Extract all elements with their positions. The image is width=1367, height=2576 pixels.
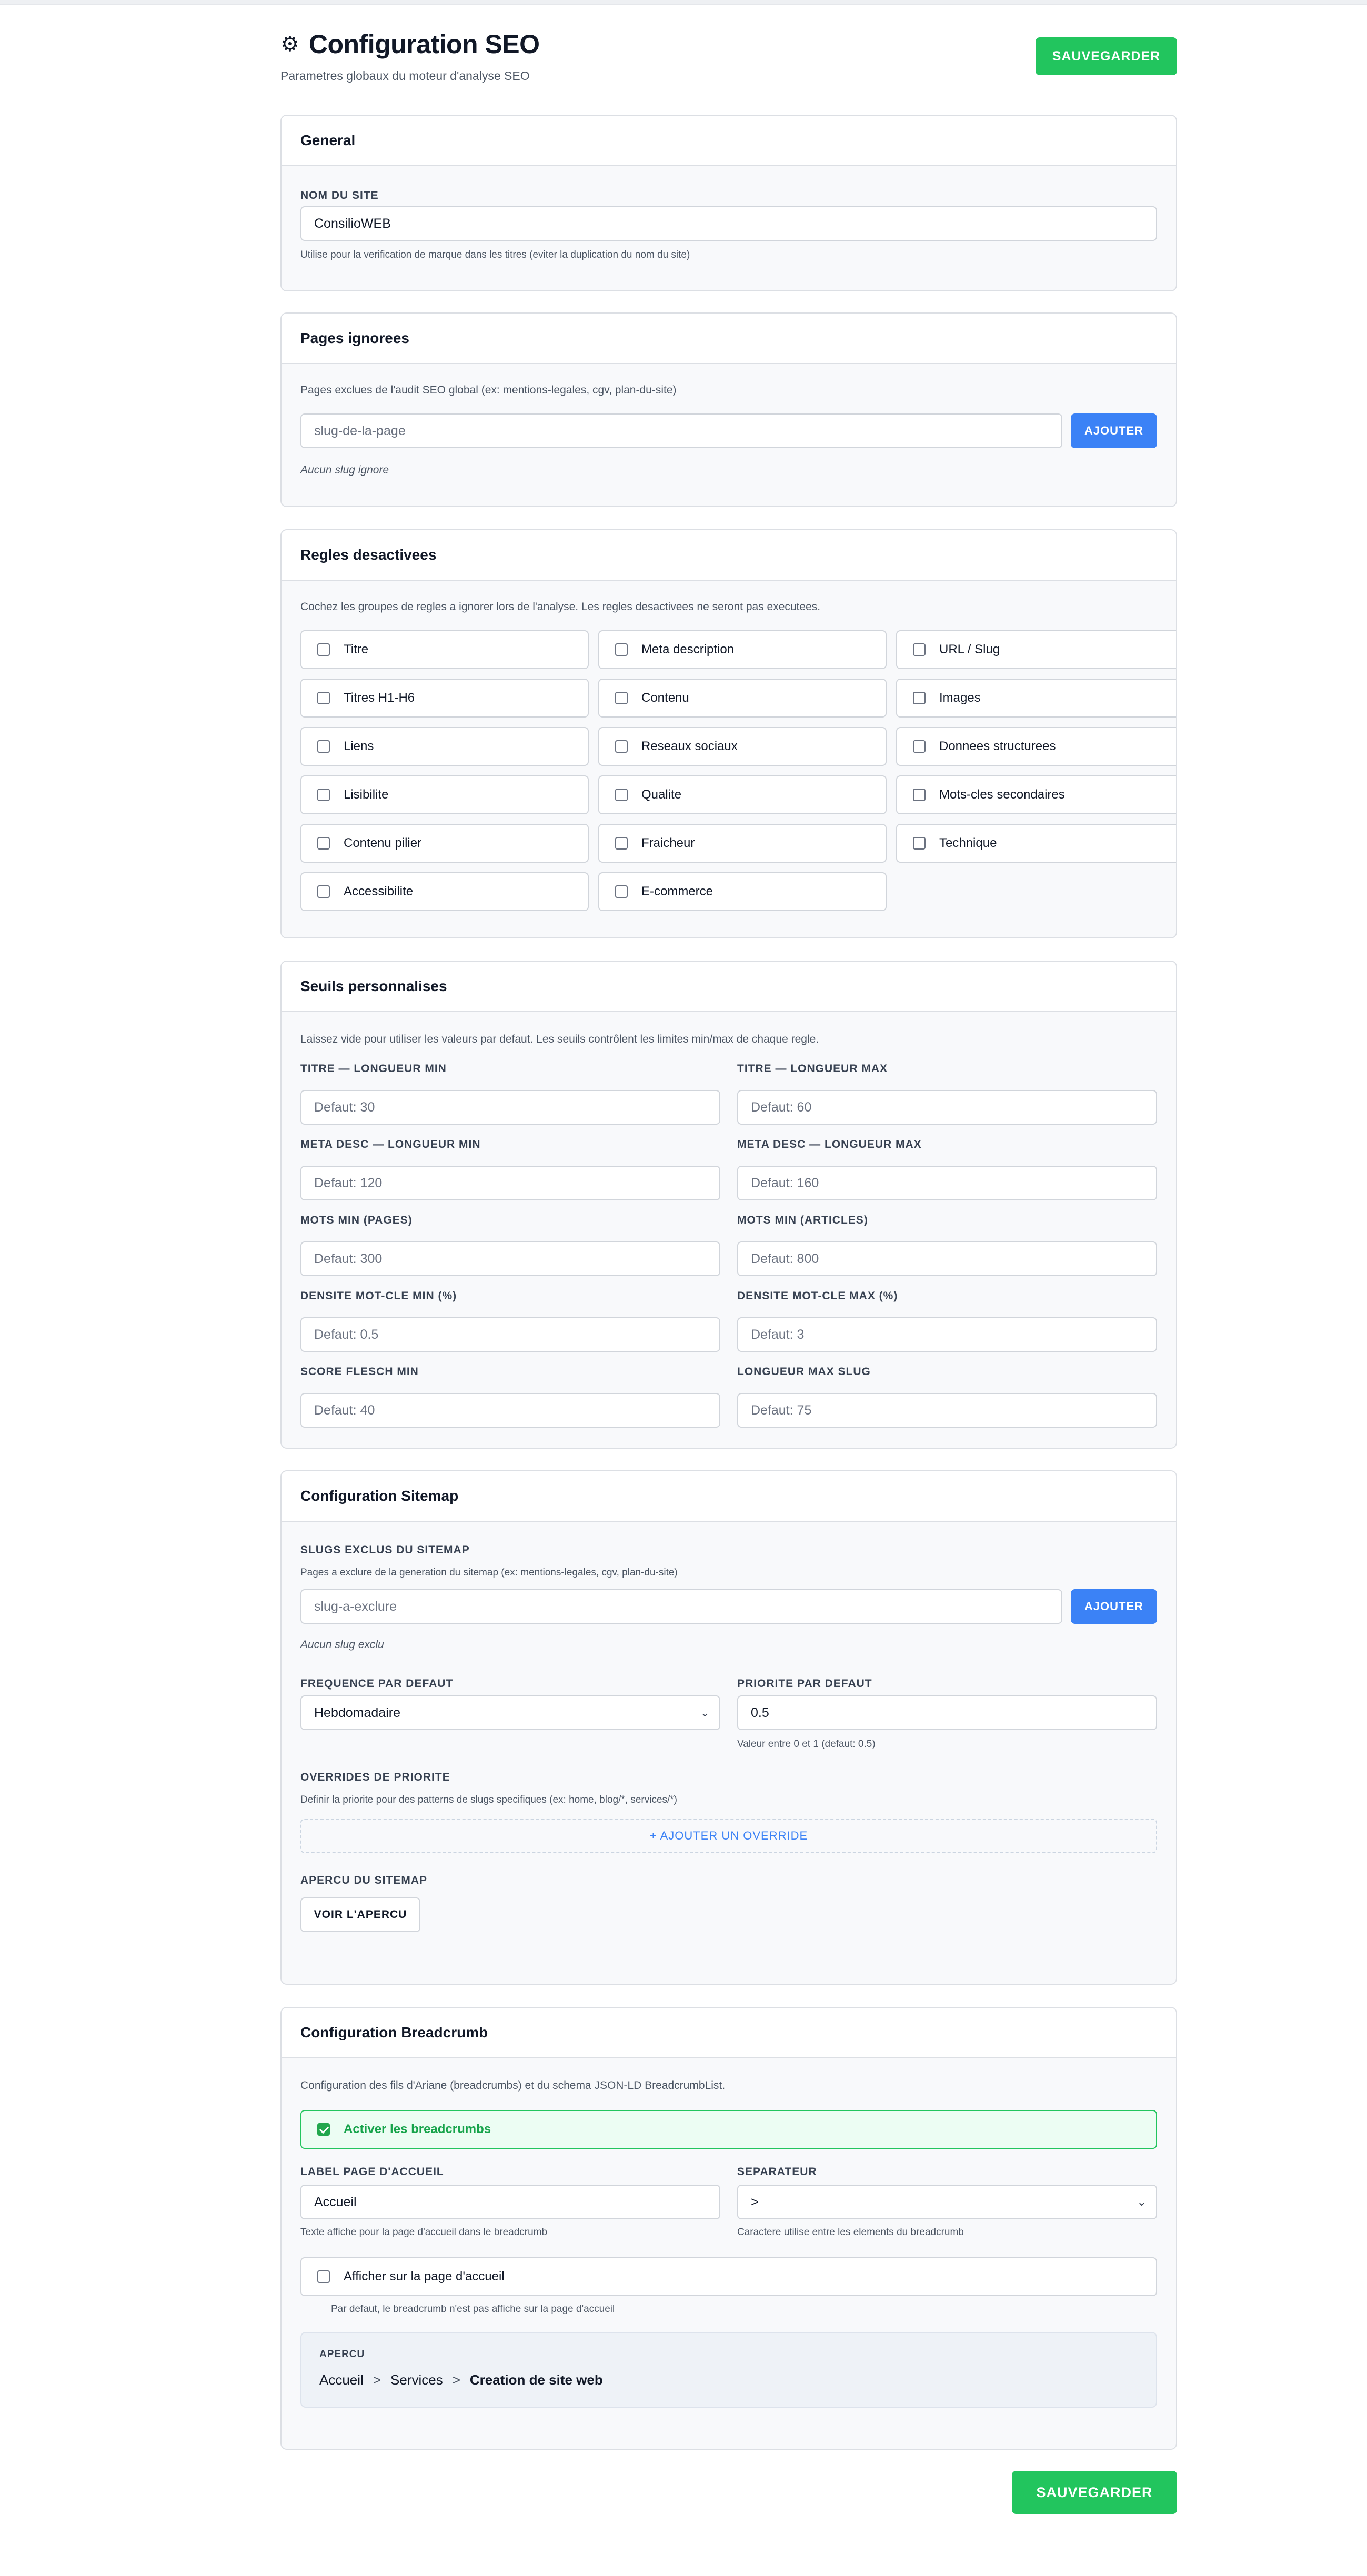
card-title: Configuration Sitemap <box>282 1471 1176 1522</box>
rule-label: E-commerce <box>641 884 713 898</box>
checkbox-icon[interactable] <box>913 692 926 704</box>
rule-checkbox-item[interactable] <box>598 824 887 863</box>
rule-label: Mots-cles secondaires <box>939 787 1065 802</box>
checkbox-icon[interactable] <box>317 2270 330 2283</box>
separator-select[interactable] <box>737 2185 1157 2219</box>
threshold-label: MOTS MIN (ARTICLES) <box>737 1214 868 1226</box>
breadcrumb-card <box>280 2007 1177 2450</box>
sitemap-card <box>280 1470 1177 1985</box>
threshold-label: TITRE — LONGUEUR MAX <box>737 1063 888 1075</box>
checkbox-icon[interactable] <box>317 885 330 898</box>
rule-label: Qualite <box>641 787 682 802</box>
threshold-input[interactable]: Defaut: 75 <box>737 1393 1157 1428</box>
priority-field <box>737 1678 1157 1750</box>
threshold-field <box>737 1139 1157 1200</box>
save-button-top[interactable]: SAUVEGARDER <box>1036 37 1177 75</box>
overrides-label: OVERRIDES DE PRIORITE <box>300 1771 450 1783</box>
separator-label: SEPARATEUR <box>737 2166 817 2178</box>
rule-checkbox-item[interactable] <box>598 679 887 718</box>
breadcrumb-preview-item: Accueil <box>319 2372 364 2388</box>
rule-label: Liens <box>344 739 374 753</box>
seo-config-page <box>280 0 1177 2500</box>
rule-checkbox-item[interactable] <box>598 775 887 814</box>
sitemap-preview-label: APERCU DU SITEMAP <box>300 1874 428 1886</box>
card-title: General <box>282 116 1176 166</box>
home-label-hint: Texte affiche pour la page d'accueil dans le breadcrumb <box>300 2227 548 2238</box>
frequency-label: FREQUENCE PAR DEFAUT <box>300 1678 454 1690</box>
rule-checkbox-item[interactable] <box>896 679 1177 718</box>
rule-checkbox-item[interactable] <box>300 679 589 718</box>
page-header <box>280 0 1177 108</box>
home-label-input[interactable]: Accueil <box>300 2185 720 2219</box>
ignored-slug-input[interactable]: slug-de-la-page <box>300 413 1062 448</box>
threshold-label: DENSITE MOT-CLE MIN (%) <box>300 1290 457 1302</box>
breadcrumb-preview-label: APERCU <box>319 2349 365 2360</box>
threshold-field <box>300 1367 720 1428</box>
rule-checkbox-item[interactable] <box>300 824 589 863</box>
threshold-label: MOTS MIN (PAGES) <box>300 1214 413 1226</box>
home-label-label: LABEL PAGE D'ACCUEIL <box>300 2166 444 2178</box>
title-row <box>280 29 540 59</box>
breadcrumb-preview-item: Creation de site web <box>469 2372 603 2388</box>
threshold-field <box>300 1139 720 1200</box>
gear-icon: ⚙ <box>280 33 299 56</box>
threshold-label: DENSITE MOT-CLE MAX (%) <box>737 1290 898 1302</box>
checkbox-icon[interactable] <box>913 789 926 801</box>
threshold-input[interactable]: Defaut: 3 <box>737 1317 1157 1352</box>
rule-label: Contenu <box>641 691 689 705</box>
breadcrumb-description: Configuration des fils d'Ariane (breadcrumbs) et du schema JSON-LD BreadcrumbList. <box>300 2079 726 2092</box>
rule-checkbox-item[interactable] <box>598 630 887 669</box>
frequency-value: Hebdomadaire <box>314 1705 400 1720</box>
separator-hint: Caractere utilise entre les elements du breadcrumb <box>737 2227 964 2238</box>
rule-label: Meta description <box>641 642 735 656</box>
rule-label: Titres H1-H6 <box>344 691 415 705</box>
checkbox-icon[interactable] <box>615 740 628 753</box>
add-excluded-slug-button[interactable]: AJOUTER <box>1071 1589 1157 1624</box>
threshold-input[interactable]: Defaut: 40 <box>300 1393 720 1428</box>
checkbox-icon[interactable] <box>615 789 628 801</box>
threshold-input[interactable]: Defaut: 30 <box>300 1090 720 1125</box>
threshold-label: META DESC — LONGUEUR MAX <box>737 1138 922 1150</box>
rule-checkbox-item[interactable] <box>896 727 1177 766</box>
rule-checkbox-item[interactable] <box>300 775 589 814</box>
checkbox-icon[interactable] <box>615 885 628 898</box>
sitemap-empty-text: Aucun slug exclu <box>300 1639 384 1651</box>
checkbox-checked-icon[interactable] <box>317 2123 330 2136</box>
priority-input[interactable]: 0.5 <box>737 1695 1157 1730</box>
card-title: Pages ignorees <box>282 314 1176 364</box>
separator-value: > <box>751 2194 759 2209</box>
threshold-label: TITRE — LONGUEUR MIN <box>300 1063 447 1075</box>
ignored-pages-card <box>280 312 1177 507</box>
breadcrumb-preview-item: Services <box>390 2372 443 2388</box>
rule-checkbox-item[interactable] <box>598 727 887 766</box>
enable-breadcrumbs-toggle[interactable] <box>300 2110 1157 2149</box>
rule-label: Donnees structurees <box>939 739 1056 753</box>
rule-label: Lisibilite <box>344 787 389 802</box>
card-title: Configuration Breadcrumb <box>282 2008 1176 2058</box>
threshold-field <box>737 1291 1157 1352</box>
ignored-pages-description: Pages exclues de l'audit SEO global (ex: mentions-legales, cgv, plan-du-site) <box>300 384 677 396</box>
overrides-hint: Definir la priorite pour des patterns de slugs specifiques (ex: home, blog/*, services/*) <box>300 1794 678 1805</box>
view-preview-button[interactable]: VOIR L'APERCU <box>300 1897 420 1932</box>
threshold-input[interactable]: Defaut: 120 <box>300 1166 720 1200</box>
site-name-hint: Utilise pour la verification de marque dans les titres (eviter la duplication du nom du site) <box>300 249 690 260</box>
show-home-toggle[interactable] <box>300 2257 1157 2296</box>
sitemap-excluded-label: SLUGS EXCLUS DU SITEMAP <box>300 1544 470 1556</box>
threshold-field <box>737 1367 1157 1428</box>
rule-checkbox-item[interactable] <box>896 824 1177 863</box>
breadcrumb-separator: > <box>452 2372 460 2388</box>
sitemap-excluded-hint: Pages a exclure de la generation du sitemap (ex: mentions-legales, cgv, plan-du-site) <box>300 1567 678 1578</box>
page-title: Configuration SEO <box>308 29 540 59</box>
rule-checkbox-item[interactable] <box>300 872 589 911</box>
threshold-input[interactable]: Defaut: 300 <box>300 1241 720 1276</box>
rule-checkbox-item[interactable] <box>300 727 589 766</box>
breadcrumb-separator: > <box>373 2372 381 2388</box>
card-title: Regles desactivees <box>282 530 1176 581</box>
rule-checkbox-item[interactable] <box>598 872 887 911</box>
threshold-field <box>737 1215 1157 1276</box>
rule-label: Contenu pilier <box>344 836 422 850</box>
priority-hint: Valeur entre 0 et 1 (defaut: 0.5) <box>737 1739 876 1750</box>
checkbox-icon[interactable] <box>615 837 628 850</box>
thresholds-grid <box>300 1064 1157 1428</box>
rule-label: Reseaux sociaux <box>641 739 738 753</box>
chevron-down-icon: ⌄ <box>700 1706 710 1719</box>
threshold-input[interactable]: Defaut: 60 <box>737 1090 1157 1125</box>
threshold-field <box>300 1291 720 1352</box>
site-name-input[interactable]: ConsilioWEB <box>300 206 1157 241</box>
checkbox-icon[interactable] <box>913 837 926 850</box>
checkbox-icon[interactable] <box>317 692 330 704</box>
separator-field <box>737 2166 1157 2238</box>
disabled-rules-description: Cochez les groupes de regles a ignorer lors de l'analyse. Les regles desactivees ne seront pas executees. <box>300 601 821 613</box>
rule-label: Titre <box>344 642 369 656</box>
general-card <box>280 115 1177 291</box>
ignored-empty-text: Aucun slug ignore <box>300 464 389 476</box>
threshold-input[interactable]: Defaut: 800 <box>737 1241 1157 1276</box>
rule-label: Accessibilite <box>344 884 414 898</box>
threshold-input[interactable]: Defaut: 0.5 <box>300 1317 720 1352</box>
frequency-select[interactable] <box>300 1695 720 1730</box>
rule-label: URL / Slug <box>939 642 1000 656</box>
rule-label: Images <box>939 691 981 705</box>
home-label-field <box>300 2166 720 2238</box>
chevron-down-icon: ⌄ <box>1137 2195 1147 2208</box>
rule-label: Technique <box>939 836 997 850</box>
priority-label: PRIORITE PAR DEFAUT <box>737 1678 872 1690</box>
thresholds-card <box>280 961 1177 1449</box>
threshold-label: SCORE FLESCH MIN <box>300 1366 419 1378</box>
threshold-input[interactable]: Defaut: 160 <box>737 1166 1157 1200</box>
checkbox-icon[interactable] <box>615 643 628 656</box>
breadcrumb-preview <box>300 2332 1157 2408</box>
thresholds-description: Laissez vide pour utiliser les valeurs par defaut. Les seuils contrôlent les limites min/max de chaque regle. <box>300 1033 819 1045</box>
rule-checkbox-item[interactable] <box>896 630 1177 669</box>
sitemap-excluded-input[interactable]: slug-a-exclure <box>300 1589 1062 1624</box>
rules-grid <box>300 630 1157 911</box>
threshold-label: LONGUEUR MAX SLUG <box>737 1366 871 1378</box>
site-name-label: NOM DU SITE <box>300 189 379 201</box>
add-ignored-slug-button[interactable]: AJOUTER <box>1071 413 1157 448</box>
checkbox-icon[interactable] <box>317 789 330 801</box>
frequency-field <box>300 1678 720 1750</box>
checkbox-icon[interactable] <box>317 740 330 753</box>
save-button-bottom[interactable]: SAUVEGARDER <box>1012 2471 1177 2514</box>
disabled-rules-card <box>280 529 1177 938</box>
add-override-button[interactable]: + AJOUTER UN OVERRIDE <box>300 1819 1157 1853</box>
rule-checkbox-item[interactable] <box>300 630 589 669</box>
enable-breadcrumbs-label: Activer les breadcrumbs <box>344 2122 491 2136</box>
checkbox-icon[interactable] <box>317 837 330 850</box>
rule-label: Fraicheur <box>641 836 695 850</box>
checkbox-icon[interactable] <box>913 643 926 656</box>
threshold-label: META DESC — LONGUEUR MIN <box>300 1138 481 1150</box>
page-subtitle: Parametres globaux du moteur d'analyse SEO <box>280 69 530 83</box>
card-title: Seuils personnalises <box>282 962 1176 1012</box>
threshold-field <box>737 1064 1157 1125</box>
rule-checkbox-item[interactable] <box>896 775 1177 814</box>
breadcrumb-preview-trail <box>319 2372 1138 2388</box>
show-home-hint: Par defaut, le breadcrumb n'est pas affiche sur la page d'accueil <box>331 2304 615 2315</box>
show-home-label: Afficher sur la page d'accueil <box>344 2269 505 2284</box>
checkbox-icon[interactable] <box>317 643 330 656</box>
threshold-field <box>300 1064 720 1125</box>
threshold-field <box>300 1215 720 1276</box>
checkbox-icon[interactable] <box>913 740 926 753</box>
checkbox-icon[interactable] <box>615 692 628 704</box>
